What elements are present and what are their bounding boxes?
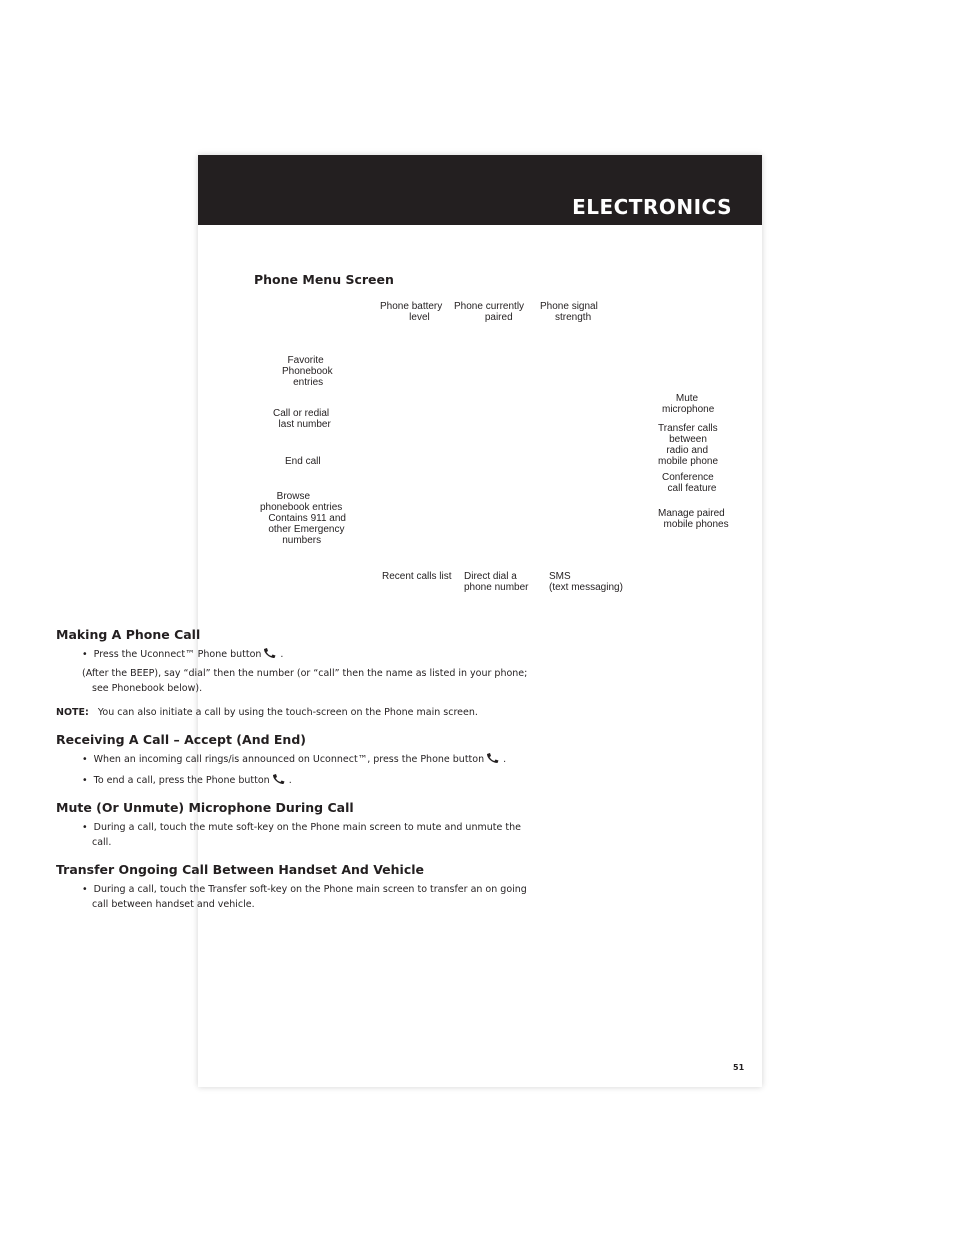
heading-mute-microphone: Mute (Or Unmute) Microphone During Call xyxy=(56,800,354,815)
label-favorite-phonebook-entries: Favorite Phonebook entries xyxy=(282,355,333,388)
label-phone-currently-paired: Phone currently paired xyxy=(454,301,525,323)
section-receiving-a-call xyxy=(56,732,536,788)
label-mute-microphone: Mute microphone xyxy=(662,393,715,415)
body-text xyxy=(56,470,536,912)
bullet-end-call: • To end a call, press the Phone button . xyxy=(82,775,292,786)
phone-icon xyxy=(263,648,277,658)
section-header-title: ELECTRONICS xyxy=(572,195,732,219)
label-direct-dial: Direct dial a phone number xyxy=(464,571,529,593)
note-touch-screen: NOTE: You can also initiate a call by using the touch-screen on the Phone main screen. xyxy=(56,707,478,718)
section-making-a-phone-call xyxy=(56,627,536,720)
label-recent-calls-list: Recent calls list xyxy=(382,571,452,582)
bullet-after-beep: (After the BEEP), say “dial” then the number (or “call” then the name as listed in your phone; see Phonebook below). xyxy=(82,668,528,694)
section-transfer-call xyxy=(56,862,536,912)
bullet-mute-soft-key: • During a call, touch the mute soft-key on the Phone main screen to mute and unmute the call. xyxy=(82,822,521,848)
label-transfer-calls: Transfer calls between radio and mobile phone xyxy=(658,423,719,467)
bullet-press-phone-button: • Press the Uconnect™ Phone button . xyxy=(82,649,284,660)
label-call-or-redial: Call or redial last number xyxy=(273,408,331,430)
phone-icon xyxy=(486,753,500,763)
label-phone-battery-level: Phone battery level xyxy=(380,301,443,323)
section-mute-microphone xyxy=(56,800,536,850)
heading-transfer-call: Transfer Ongoing Call Between Handset And Vehicle xyxy=(56,862,425,877)
phone-menu-screen-title: Phone Menu Screen xyxy=(254,272,394,287)
heading-receiving-a-call: Receiving A Call – Accept (And End) xyxy=(56,732,306,747)
page-number: 51 xyxy=(733,1063,745,1072)
bullet-incoming-call: • When an incoming call rings/is announced on Uconnect™, press the Phone button . xyxy=(82,754,507,765)
section-header-band xyxy=(198,155,762,225)
label-end-call: End call xyxy=(285,456,321,467)
phone-icon xyxy=(272,774,286,784)
label-conference-call: Conference call feature xyxy=(662,472,717,494)
label-browse-phonebook: Browse phonebook entries Contains 911 and other Emergency numbers xyxy=(260,491,346,546)
label-phone-signal-strength: Phone signal strength xyxy=(540,301,598,323)
label-sms-text-messaging: SMS (text messaging) xyxy=(549,571,623,593)
label-manage-paired-phones: Manage paired mobile phones xyxy=(658,508,729,530)
bullet-transfer-soft-key: • During a call, touch the Transfer soft-key on the Phone main screen to transfer an on going call between handset and vehicle. xyxy=(82,884,527,910)
heading-making-a-phone-call: Making A Phone Call xyxy=(56,627,201,642)
